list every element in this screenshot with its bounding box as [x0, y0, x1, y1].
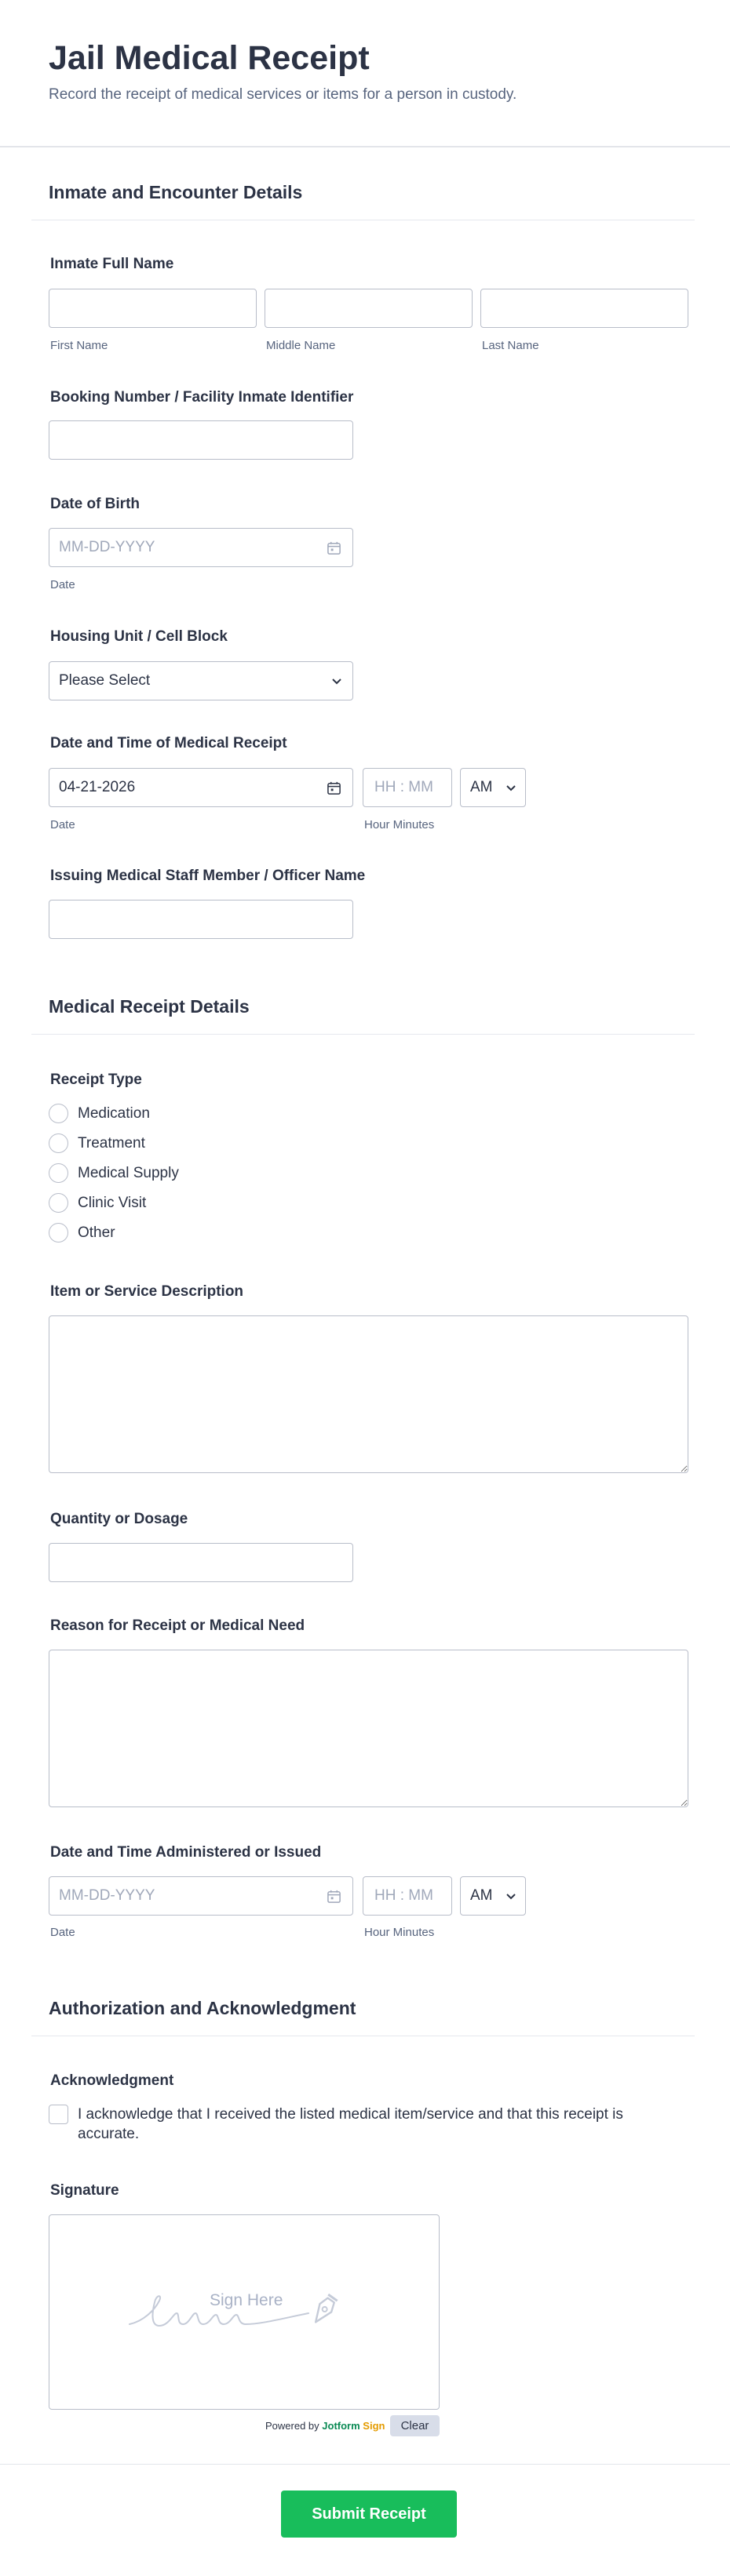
section-title-inmate: Inmate and Encounter Details: [49, 182, 303, 202]
first-name-input[interactable]: [49, 289, 257, 328]
signature-label: Signature: [50, 2182, 119, 2199]
signature-pad[interactable]: [49, 2214, 440, 2410]
administered-label: Date and Time Administered or Issued: [50, 1844, 322, 1861]
receipt-ampm-select[interactable]: [460, 768, 526, 807]
calendar-icon[interactable]: [327, 540, 341, 555]
receipt-time-placeholder: HH : MM: [374, 779, 433, 795]
receipt-ampm-value: AM: [470, 779, 493, 795]
administered-time-placeholder: HH : MM: [374, 1887, 433, 1904]
calendar-icon[interactable]: [327, 1889, 341, 1904]
housing-select[interactable]: [49, 661, 353, 700]
receipt-time-input[interactable]: [363, 768, 452, 807]
dob-label: Date of Birth: [50, 496, 140, 512]
acknowledgment-text: I acknowledge that I received the listed medical item/service and that this receipt is accurate.: [78, 2106, 623, 2142]
radio-button[interactable]: [49, 1193, 68, 1213]
receipt-type-label: Receipt Type: [50, 1072, 142, 1088]
receipt-time-sublabel: Hour Minutes: [364, 818, 435, 831]
description-textarea[interactable]: [49, 1315, 688, 1473]
submit-button[interactable]: Submit Receipt: [281, 2490, 457, 2538]
staff-name-input[interactable]: [49, 900, 353, 939]
signature-placeholder: Sign Here: [210, 2291, 283, 2309]
radio-button[interactable]: [49, 1163, 68, 1183]
acknowledgment-label: Acknowledgment: [50, 2072, 174, 2089]
section-title-authorization: Authorization and Acknowledgment: [49, 1998, 356, 2018]
receipt-datetime-label: Date and Time of Medical Receipt: [50, 735, 287, 751]
dob-sublabel: Date: [50, 578, 75, 591]
form-subtitle: Record the receipt of medical services or items for a person in custody.: [49, 86, 517, 103]
receipt-date-value: 04-21-2026: [59, 779, 136, 795]
clear-signature-button[interactable]: Clear: [390, 2415, 440, 2436]
quantity-label: Quantity or Dosage: [50, 1511, 188, 1527]
chevron-down-icon: [505, 1891, 517, 1902]
middle-name-input[interactable]: [265, 289, 473, 328]
form-header: [0, 0, 730, 147]
chevron-down-icon: [505, 783, 517, 794]
last-name-sublabel: Last Name: [482, 339, 539, 352]
housing-select-value: Please Select: [59, 672, 151, 689]
footer-divider: [0, 2464, 730, 2465]
chevron-down-icon: [330, 676, 343, 687]
full-name-label: Inmate Full Name: [50, 256, 174, 272]
dob-date-field[interactable]: [49, 528, 353, 567]
description-label: Item or Service Description: [50, 1283, 244, 1300]
dob-placeholder: MM-DD-YYYY: [59, 539, 155, 555]
first-name-sublabel: First Name: [50, 339, 108, 352]
acknowledgment-checkbox[interactable]: [49, 2105, 68, 2124]
booking-number-input[interactable]: [49, 420, 353, 460]
administered-ampm-select[interactable]: [460, 1876, 526, 1916]
middle-name-sublabel: Middle Name: [266, 339, 336, 352]
radio-label: Clinic Visit: [78, 1195, 147, 1211]
administered-time-input[interactable]: [363, 1876, 452, 1916]
staff-label: Issuing Medical Staff Member / Officer Name: [50, 868, 366, 884]
booking-label: Booking Number / Facility Inmate Identifier: [50, 389, 354, 406]
administered-date-sublabel: Date: [50, 1926, 75, 1939]
section-divider: [31, 1034, 695, 1035]
receipt-date-sublabel: Date: [50, 818, 75, 831]
administered-ampm-value: AM: [470, 1887, 493, 1904]
administered-date-field[interactable]: [49, 1876, 353, 1916]
last-name-input[interactable]: [480, 289, 688, 328]
powered-by: [265, 2420, 385, 2432]
jotform-sign-brand[interactable]: Sign: [363, 2420, 385, 2432]
radio-label: Other: [78, 1224, 115, 1241]
radio-button[interactable]: [49, 1133, 68, 1153]
powered-by-text: Powered by: [265, 2420, 319, 2432]
reason-textarea[interactable]: [49, 1650, 688, 1807]
radio-label: Medication: [78, 1105, 150, 1122]
housing-label: Housing Unit / Cell Block: [50, 628, 228, 645]
radio-label: Medical Supply: [78, 1165, 179, 1181]
radio-button[interactable]: [49, 1104, 68, 1123]
administered-time-sublabel: Hour Minutes: [364, 1926, 435, 1939]
radio-label: Treatment: [78, 1135, 145, 1152]
administered-date-placeholder: MM-DD-YYYY: [59, 1887, 155, 1904]
section-title-medical: Medical Receipt Details: [49, 996, 250, 1017]
radio-button[interactable]: [49, 1223, 68, 1243]
reason-label: Reason for Receipt or Medical Need: [50, 1617, 305, 1634]
quantity-input[interactable]: [49, 1543, 353, 1582]
receipt-date-field[interactable]: [49, 768, 353, 807]
jotform-brand[interactable]: Jotform: [322, 2420, 360, 2432]
form-title: Jail Medical Receipt: [49, 39, 370, 77]
calendar-icon[interactable]: [327, 780, 341, 795]
